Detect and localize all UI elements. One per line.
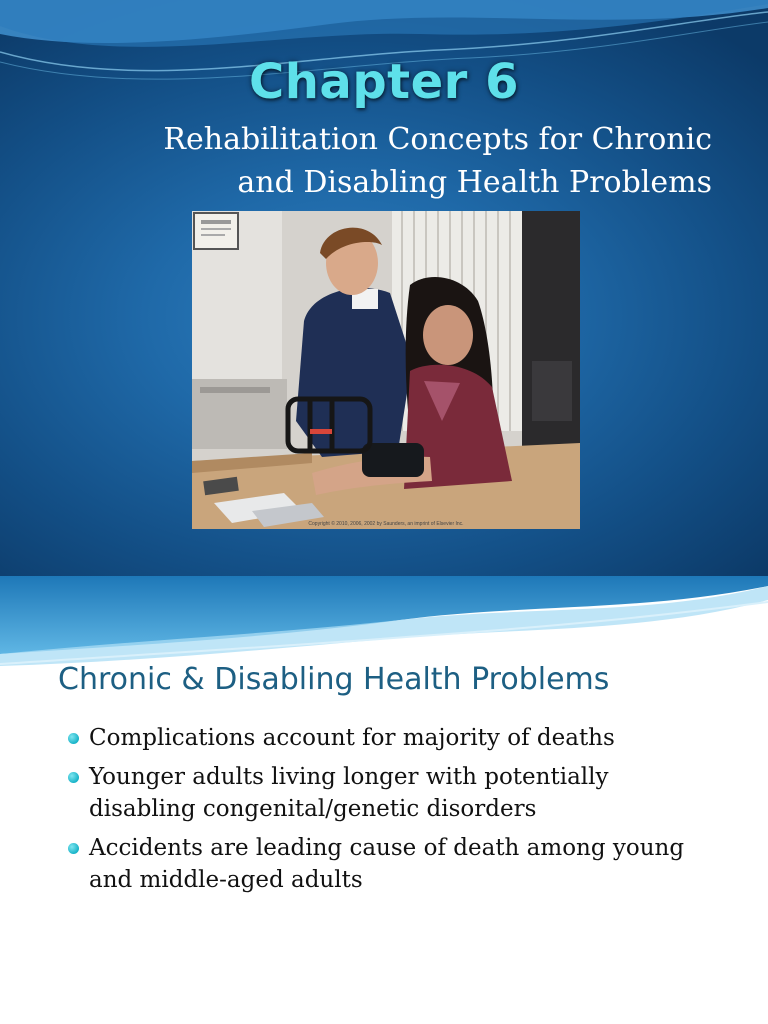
bullet-list [68,722,728,903]
bullet-text: Complications account for majority of deaths [89,725,615,751]
bullet-item [68,832,728,896]
round-bullet-icon [68,843,79,854]
round-bullet-icon [68,772,79,783]
subtitle-line: and Disabling Health Problems [237,165,712,200]
round-bullet-icon [68,733,79,744]
content-slide [0,576,768,1024]
photo-illustration [192,211,580,529]
bullet-text: Younger adults living longer with potentially [89,764,609,790]
chapter-title: Chapter 6 [249,54,519,110]
bullet-text: and middle-aged adults [89,867,363,893]
bullet-item [68,761,728,825]
wave-decoration [0,576,768,676]
bullet-text: Accidents are leading cause of death among young [89,835,685,861]
bullet-item [68,722,728,754]
rehabilitation-photo [192,211,580,529]
bullet-text: disabling congenital/genetic disorders [89,796,537,822]
subtitle-line: Rehabilitation Concepts for Chronic [163,122,712,157]
photo-copyright: Copyright © 2010, 2006, 2002 by Saunders, an imprint of Elsevier Inc. [308,521,464,527]
chapter-subtitle [72,118,712,204]
slide-title: Chronic & Disabling Health Problems [58,662,610,697]
